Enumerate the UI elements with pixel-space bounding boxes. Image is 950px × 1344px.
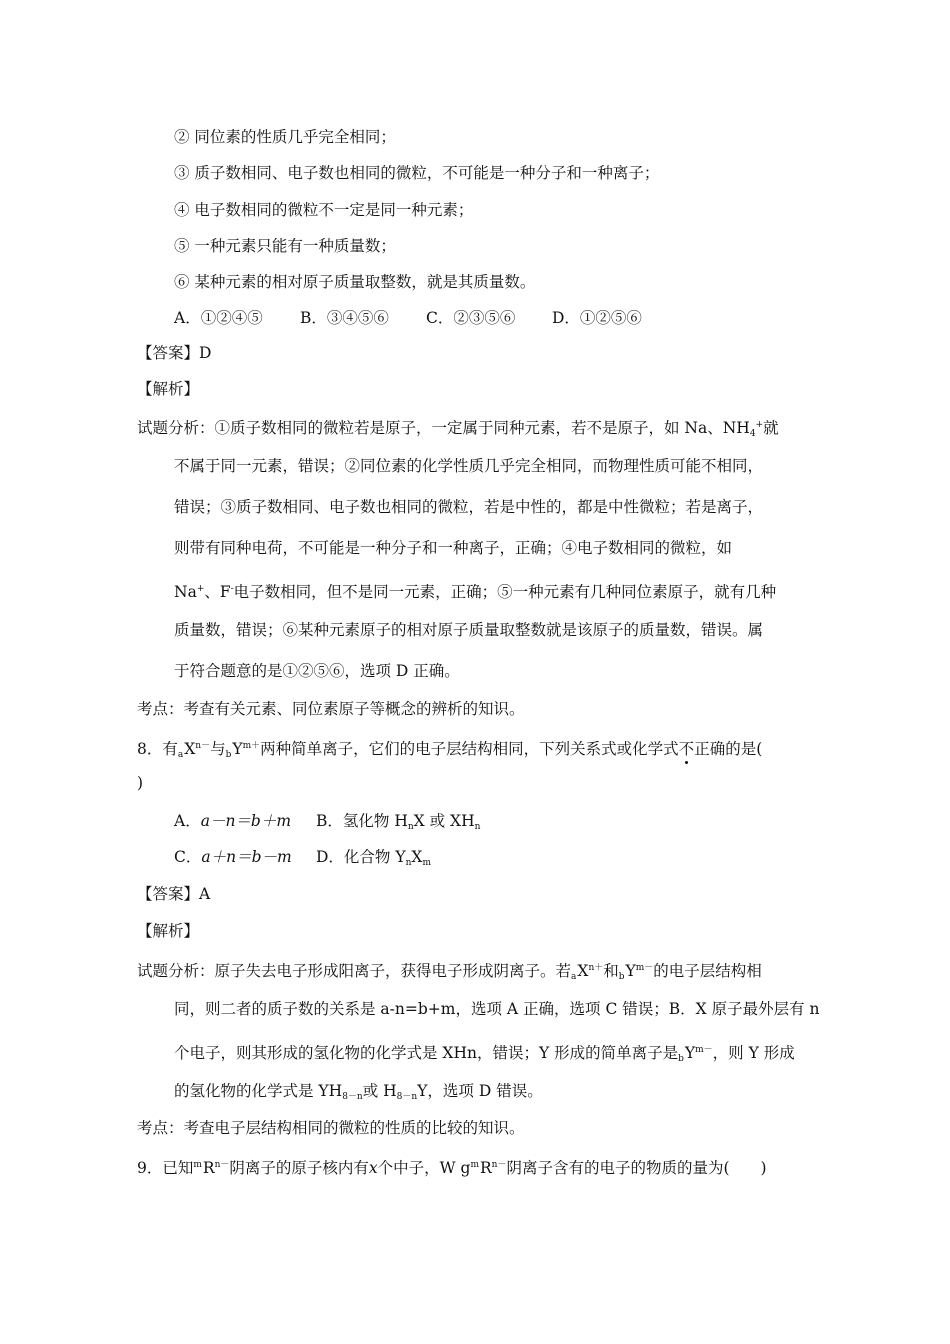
superscript: n－	[214, 1160, 230, 1170]
subscript: 8－n	[396, 1092, 418, 1102]
emphasis-dot-text: 不	[678, 740, 695, 758]
text: R	[202, 1159, 215, 1177]
text: 正确的是(	[694, 740, 763, 758]
formula: a＋n＝b－m	[201, 848, 292, 866]
text: 或 H	[362, 1082, 397, 1100]
text: 阴离子的原子核内有	[229, 1159, 369, 1177]
text: 9．已知	[137, 1159, 194, 1177]
q7-analysis-line-3: 错误；③质子数相同、电子数也相同的微粒，若是中性的，都是中性微粒；若是离子，	[174, 498, 764, 516]
text: 的电子层结构相	[653, 962, 762, 980]
q7-option-a: A．①②④⑤	[174, 309, 263, 327]
answer-value: A	[199, 885, 211, 903]
text: 电子数相同，但不是同一元素，正确；⑤一种元素有几种同位素原子，就有几种	[233, 583, 777, 601]
answer-label: 【答案】	[137, 885, 200, 903]
q7-analysis-label: 【解析】	[137, 380, 200, 398]
q7-option-b: B．③④⑤⑥	[300, 309, 389, 327]
text: 试题分析：①质子数相同的微粒若是原子，一定属于同种元素，若不是原子，如 Na、NH	[137, 419, 750, 437]
prescript: b	[678, 1054, 684, 1064]
text: A．	[174, 812, 201, 830]
text: 就	[763, 419, 779, 437]
subscript: n	[474, 822, 481, 832]
text: 的氢化物的化学式是 YH	[174, 1082, 343, 1100]
subscript: m	[422, 858, 431, 868]
text: Y	[625, 962, 636, 980]
q8-option-a	[174, 810, 316, 832]
q9-stem	[137, 1154, 767, 1179]
text: Y	[684, 1044, 696, 1062]
prescript: m	[193, 1160, 202, 1170]
superscript: m－	[635, 963, 654, 973]
text: X	[411, 848, 423, 866]
q7-option-d: D．①②⑤⑥	[552, 309, 642, 327]
subscript: 4	[749, 429, 756, 439]
text: X	[577, 962, 589, 980]
q8-options-row-1	[174, 810, 480, 838]
q8-analysis-line-1	[137, 957, 762, 988]
q7-analysis-line-1	[137, 414, 779, 445]
text: Y，选项 D 错误。	[417, 1082, 543, 1100]
q8-options-row-2	[174, 846, 431, 874]
variable: x	[368, 1159, 378, 1177]
q8-option-c	[174, 846, 316, 868]
q7-analysis-line-6: 质量数，错误；⑥某种元素原子的相对原子质量取整数就是该原子的质量数，错误。属	[174, 621, 764, 639]
text: 与	[210, 740, 226, 758]
text: Y	[232, 740, 243, 758]
q7-item-6: ⑥ 某种元素的相对原子质量取整数，就是其质量数。	[174, 273, 536, 291]
answer-value: D	[199, 344, 212, 362]
q7-option-c: C．②③⑤⑥	[426, 309, 516, 327]
superscript: n－	[195, 741, 211, 751]
text: 个电子，则其形成的氢化物的化学式是 XHn，错误；Y 形成的简单离子是	[174, 1044, 679, 1062]
formula: a－n＝b＋m	[200, 812, 292, 830]
q8-analysis-line-3	[174, 1039, 795, 1070]
superscript: +	[755, 420, 764, 430]
text: 两种简单离子，它们的电子层结构相同，下列关系式或化学式	[260, 740, 679, 758]
text: 阴离子含有的电子的物质的量为( )	[506, 1159, 767, 1177]
subscript: n	[405, 858, 412, 868]
text: 个中子，W g	[377, 1159, 471, 1177]
q8-analysis-line-4	[174, 1080, 543, 1108]
superscript: +	[196, 584, 205, 594]
q8-analysis-label: 【解析】	[137, 922, 200, 940]
superscript: n＋	[588, 963, 604, 973]
q7-item-4: ④ 电子数相同的微粒不一定是同一种元素；	[174, 201, 474, 219]
text: C．	[174, 848, 202, 866]
q8-answer	[137, 883, 210, 905]
text: 和	[603, 962, 619, 980]
q7-point: 考点：考查有关元素、同位素原子等概念的辨析的知识。	[137, 700, 525, 718]
q7-answer	[137, 342, 211, 364]
superscript: n－	[491, 1160, 507, 1170]
q8-stem	[137, 735, 762, 766]
text: 、F	[204, 583, 231, 601]
prescript: b	[618, 972, 625, 982]
text: X 或 XH	[413, 812, 475, 830]
text: X	[184, 740, 196, 758]
answer-label: 【答案】	[137, 344, 200, 362]
prescript: a	[571, 972, 577, 982]
prescript: m	[470, 1160, 479, 1170]
text: 8．有	[137, 740, 178, 758]
q7-analysis-line-4: 则带有同种电荷，不可能是一种分子和一种离子，正确；④电子数相同的微粒，如	[174, 539, 733, 557]
q7-item-3: ③ 质子数相同、电子数也相同的微粒，不可能是一种分子和一种离子；	[174, 164, 660, 182]
q7-analysis-line-5	[174, 578, 776, 603]
q8-analysis-line-2: 同，则二者的质子数的关系是 a-n=b+m，选项 A 正确，选项 C 错误；B．X 原子最外层有 n	[174, 1000, 820, 1018]
q8-stem-close: )	[137, 774, 144, 792]
subscript: n	[407, 822, 414, 832]
q8-option-d	[316, 846, 431, 874]
superscript: m－	[695, 1045, 713, 1055]
superscript: -	[230, 584, 234, 594]
text: ，则 Y 形成	[712, 1044, 795, 1062]
q7-analysis-line-7: 于符合题意的是①②⑤⑥，选项 D 正确。	[174, 662, 460, 680]
q8-point: 考点：考查电子层结构相同的微粒的性质的比较的知识。	[137, 1119, 525, 1137]
q7-analysis-line-2: 不属于同一元素，错误；②同位素的化学性质几乎完全相同，而物理性质可能不相同，	[174, 457, 764, 475]
q7-options	[174, 307, 642, 329]
subscript: 8－n	[342, 1092, 363, 1102]
text: R	[479, 1159, 492, 1177]
q7-item-5: ⑤ 一种元素只能有一种质量数；	[174, 237, 396, 255]
superscript: m＋	[242, 741, 261, 751]
prescript: b	[225, 750, 232, 760]
q8-option-b	[316, 810, 480, 838]
q7-item-2: ② 同位素的性质几乎完全相同；	[174, 128, 396, 146]
text: B．氢化物 H	[316, 812, 408, 830]
text: Na	[174, 583, 197, 601]
text: 试题分析：原子失去电子形成阳离子，获得电子形成阴离子。若	[137, 962, 572, 980]
prescript: a	[177, 750, 184, 760]
text: D．化合物 Y	[316, 848, 406, 866]
